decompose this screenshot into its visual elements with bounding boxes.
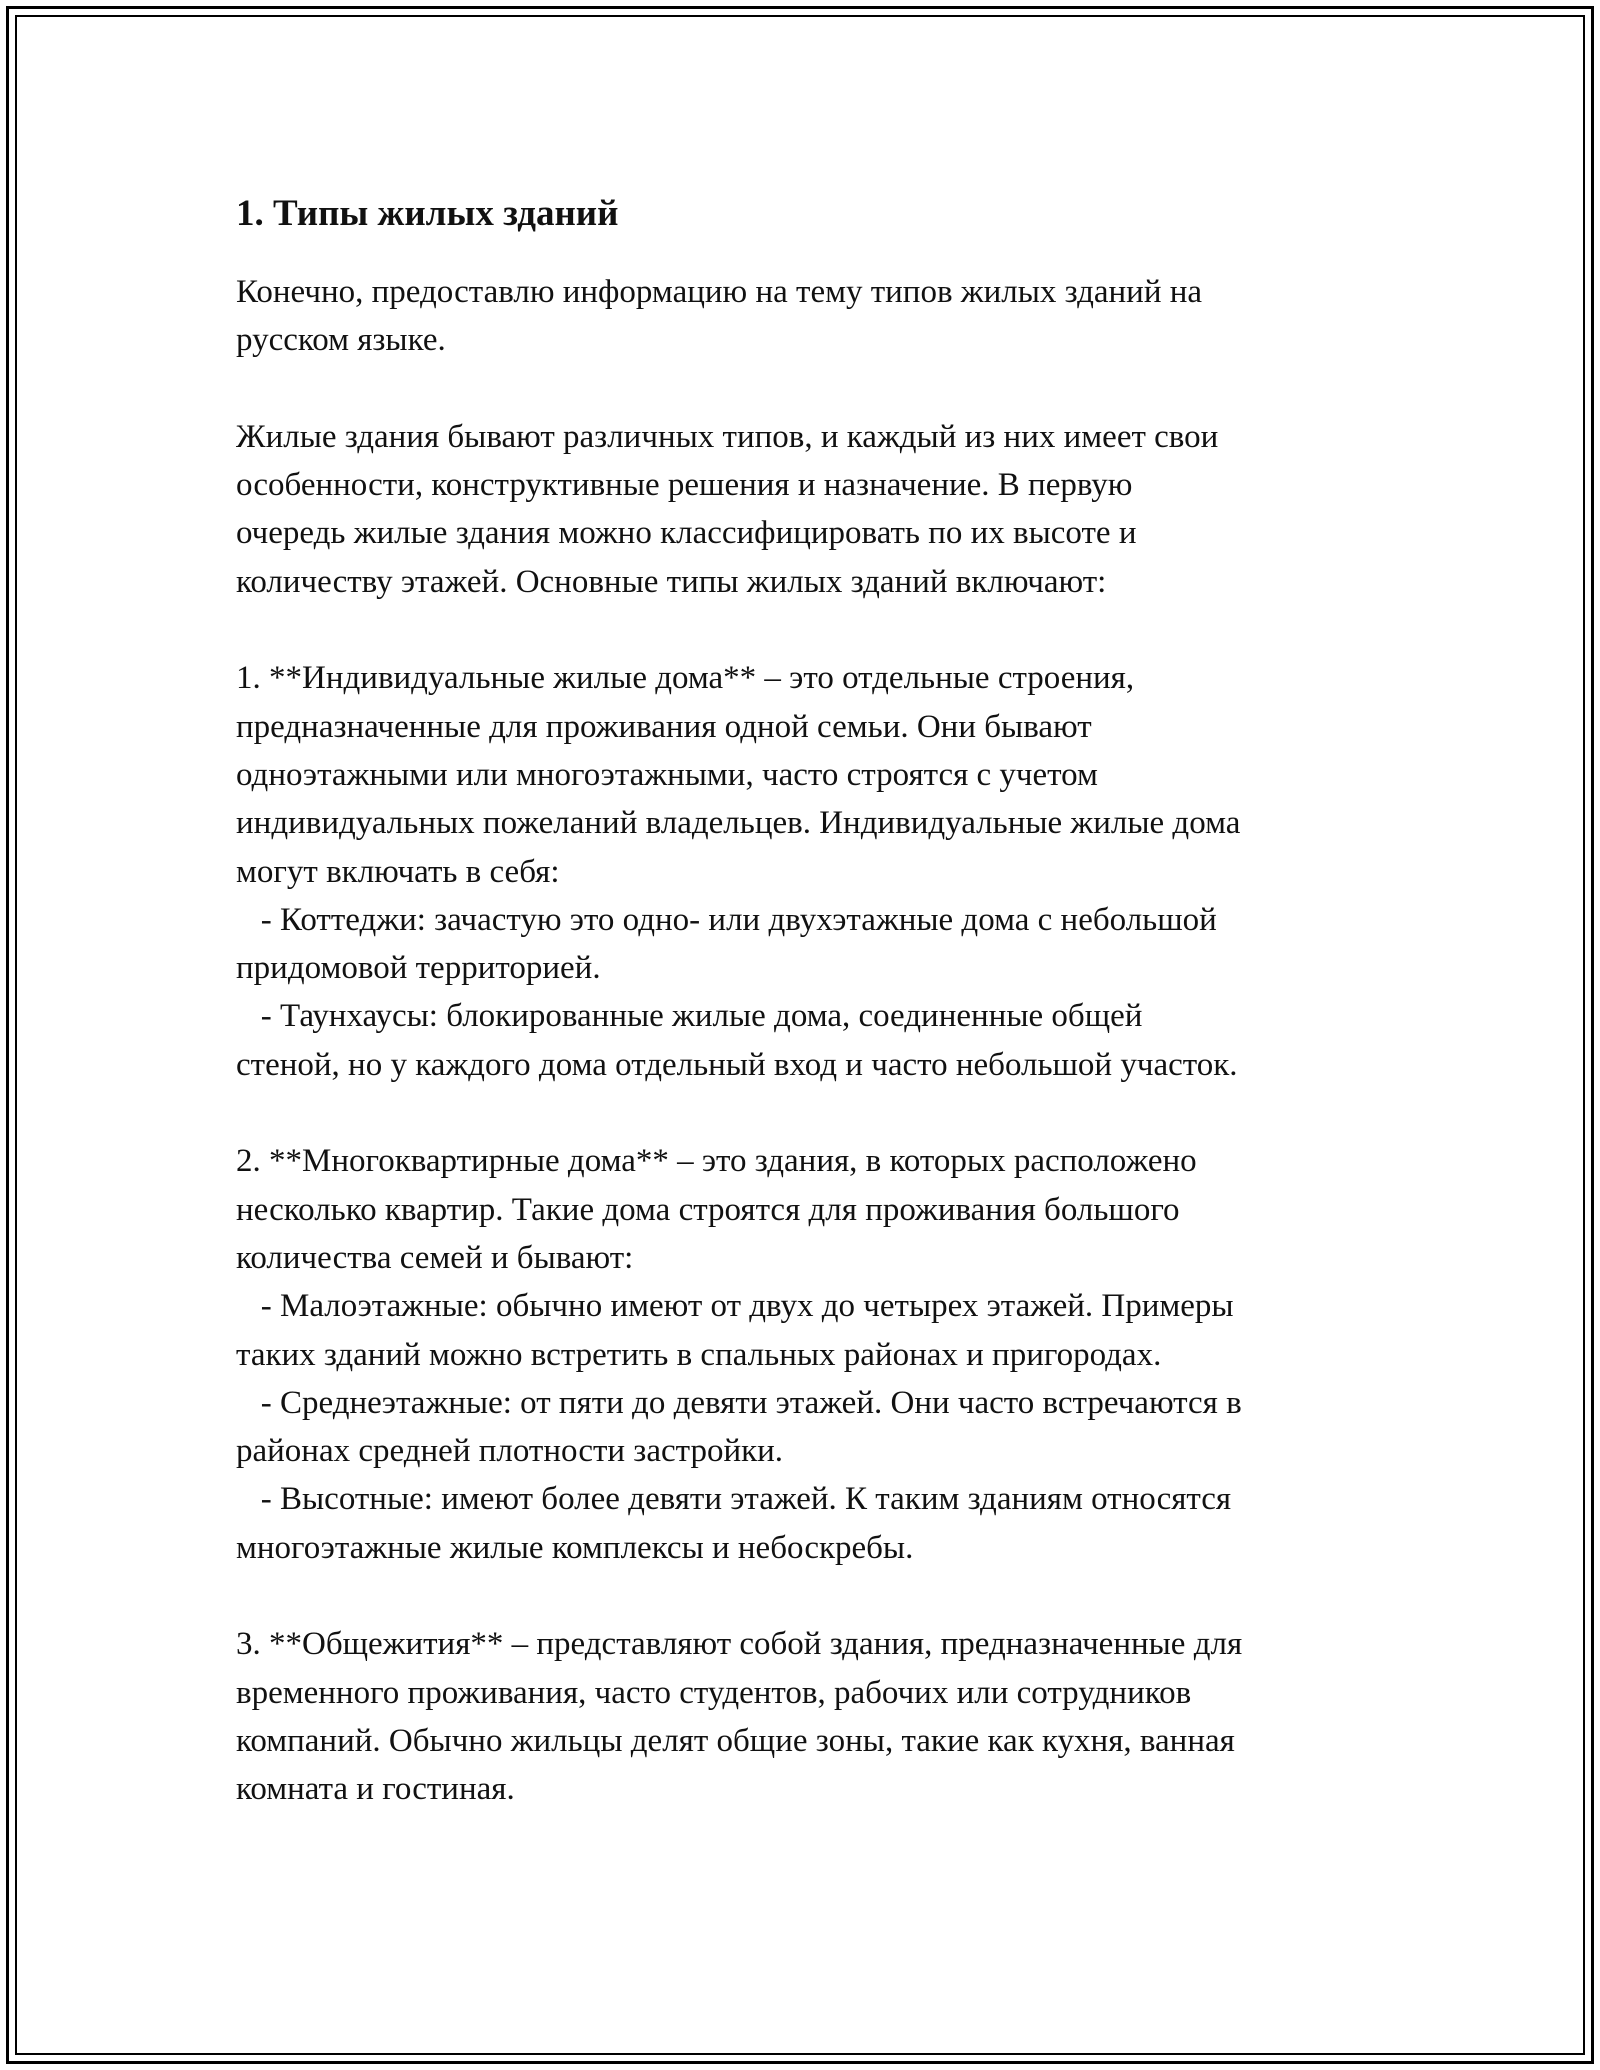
item-individual-houses: 1. **Индивидуальные жилые дома** – это отдельные строения, предназначенные для проживания одной семьи. Они бывают одноэтажными или многоэтажными, часто строятся с учетом индивидуальных пожеланий владельцев. Индивидуальные жилые дома могут включать в себя: - Коттеджи: зачастую это одно- или двухэтажные дома с небольшой придомовой территорией. - Таунхаусы: блокированные жилые дома, соединенные общей стеной, но у каждого дома отдельный вход и часто небольшой участок. xyxy=(236,660,1241,1083)
item-dormitories: 3. **Общежития** – представляют собой здания, предназначенные для временного проживания, часто студентов, рабочих или сотрудников компаний. Обычно жильцы делят общие зоны, такие как кухня, ванная комната и гостиная. xyxy=(236,1626,1243,1808)
document-body xyxy=(236,184,1396,1814)
overview-paragraph: Жилые здания бывают различных типов, и каждый из них имеет свои особенности, конструктивные решения и назначение. В первую очередь жилые здания можно классифицировать по их высоте и количеству этажей. Основные типы жилых зданий включают: xyxy=(236,418,1219,600)
section-title: 1. Типы жилых зданий xyxy=(236,193,619,234)
item-apartment-buildings: 2. **Многоквартирные дома** – это здания, в которых расположено несколько квартир. Такие дома строятся для проживания большого количества семей и бывают: - Малоэтажные: обычно имеют от двух до четырех этажей. Примеры таких зданий можно встретить в спальных районах и пригородах. - Среднеэтажные: от пяти до девяти этажей. Они часто встречаются в районах средней плотности застройки. - Высотные: имеют более девяти этажей. К таким зданиям относятся многоэтажные жилые комплексы и небоскребы. xyxy=(236,1143,1242,1566)
intro-paragraph: Конечно, предоставлю информацию на тему типов жилых зданий на русском языке. xyxy=(236,274,1203,359)
